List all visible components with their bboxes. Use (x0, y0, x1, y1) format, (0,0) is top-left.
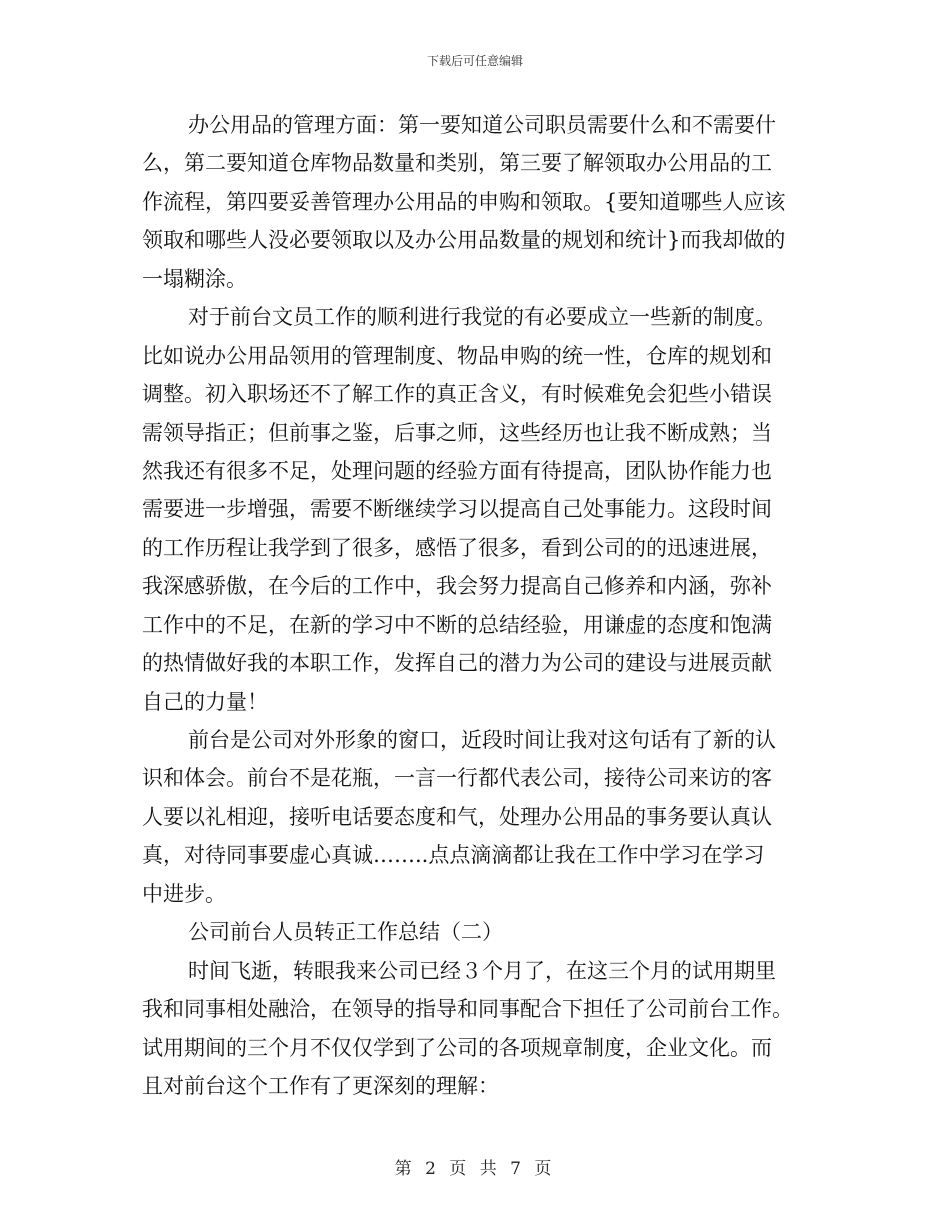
paragraph-line: 识和体会。前台不是花瓶，一言一行都代表公司，接待公司来访的客 (142, 766, 772, 791)
paragraph-line: 比如说办公用品领用的管理制度、物品申购的统一性，仓库的规划和 (142, 343, 772, 368)
paragraph-line: 需领导指正；但前事之鉴，后事之师，这些经历也让我不断成熟；当 (142, 420, 772, 445)
paragraph-line: 领取和哪些人没必要领取以及办公用品数量的规划和统计}而我却做的 (142, 228, 786, 253)
paragraph-line: 人要以礼相迎，接听电话要态度和气，处理办公用品的事务要认真认 (142, 804, 772, 829)
paragraph-line: 时间飞逝，转眼我来公司已经３个月了，在这三个月的试用期里 (188, 958, 776, 983)
paragraph-line: 我和同事相处融洽，在领导的指导和同事配合下担任了公司前台工作。 (142, 997, 793, 1022)
paragraph-line: 一塌糊涂。 (142, 266, 247, 291)
paragraph-line: 的热情做好我的本职工作，发挥自己的潜力为公司的建设与进展贡献 (142, 651, 772, 676)
paragraph-line: 真，对待同事要虚心真诚……..点点滴滴都让我在工作中学习在学习 (142, 843, 765, 868)
paragraph-line: 我深感骄傲，在今后的工作中，我会努力提高自己修养和内涵，弥补 (142, 574, 772, 599)
paragraph-line: 么，第二要知道仓库物品数量和类别，第三要了解领取办公用品的工 (142, 151, 772, 176)
paragraph-line: 前台是公司对外形象的窗口，近段时间让我对这句话有了新的认 (188, 728, 776, 752)
section-heading: 公司前台人员转正工作总结（二） (188, 920, 503, 945)
paragraph-line: 作流程，第四要妥善管理办公用品的申购和领取。{要知道哪些人应该 (142, 189, 786, 214)
paragraph-line: 办公用品的管理方面：第一要知道公司职员需要什么和不需要什 (188, 113, 776, 137)
paragraph-line: 自己的力量！ (142, 689, 268, 714)
paragraph-line: 工作中的不足，在新的学习中不断的总结经验，用谦虚的态度和饱满 (142, 612, 772, 637)
paragraph-line: 然我还有很多不足，处理问题的经验方面有待提高，团队协作能力也 (142, 458, 772, 483)
paragraph-line: 试用期间的三个月不仅仅学到了公司的各项规章制度，企业文化。而 (142, 1035, 772, 1060)
page-header: 下载后可任意编辑 (426, 54, 523, 68)
paragraph-line: 需要进一步增强，需要不断继续学习以提高自己处事能力。这段时间 (142, 497, 772, 522)
paragraph-line: 且对前台这个工作有了更深刻的理解： (142, 1073, 499, 1098)
paragraph-line: 中进步。 (142, 881, 226, 906)
page-number: 第 2 页 共 7 页 (394, 1159, 556, 1179)
document-body (142, 106, 807, 1105)
paragraph-line: 对于前台文员工作的顺利进行我觉的有必要成立一些新的制度。 (188, 305, 776, 330)
paragraph-line: 的工作历程让我学到了很多，感悟了很多，看到公司的的迅速进展， (142, 535, 772, 560)
paragraph-line: 调整。初入职场还不了解工作的真正含义，有时候难免会犯些小错误 (142, 382, 772, 407)
